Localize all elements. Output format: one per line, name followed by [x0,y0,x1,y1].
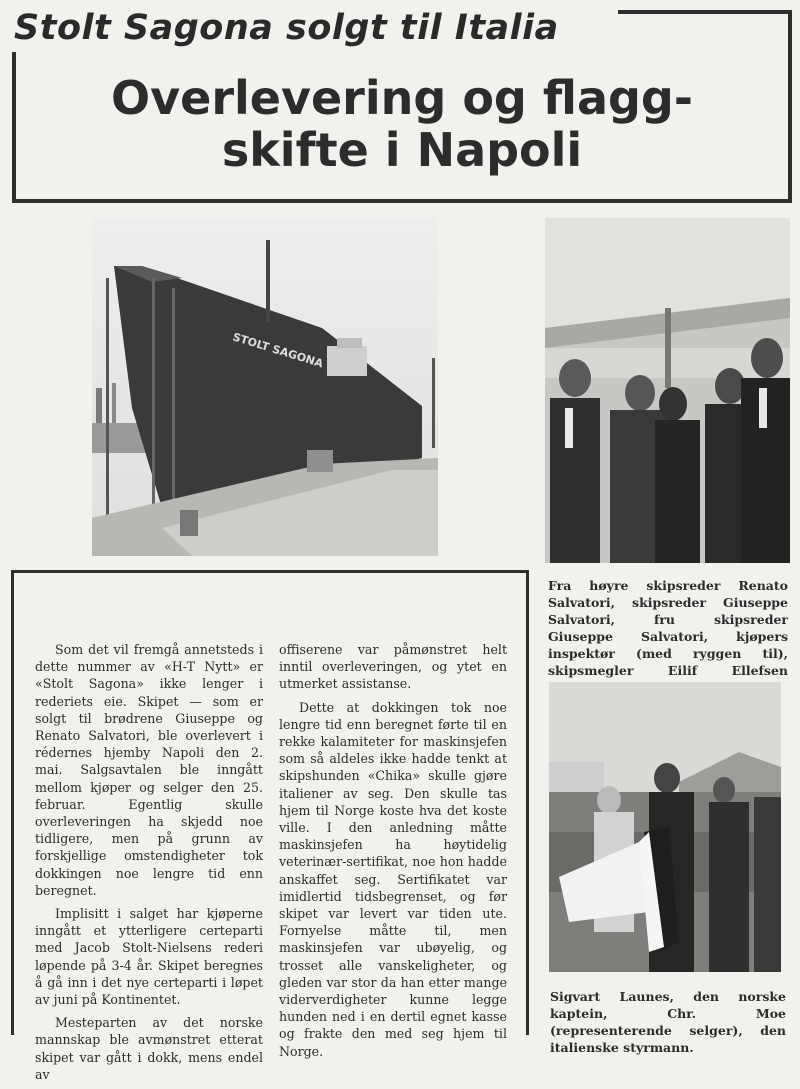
article-paragraph: Som det vil fremgå annetsteds i dette nummer av «H-T Nytt» er «Stolt Sagona» ikke lenger i rederiets eie. Skipet — som er solgt til brødrene Giuseppe og Renato Salvatori, ble overlevert i rédernes hjemby Napoli den 2. mai. Salgsavtalen ble inngått mellom kjøper og selger den 25. februar. Egentlig skulle overleveringen ha skjedd noe tidligere, men på grunn av forskjellige omstendigheter tok dokkingen noe lengre tid enn beregnet. [35,642,263,898]
headline-line-2: skifte i Napoli [221,123,583,177]
group-photo-caption: Fra høyre skipsreder Renato Salvatori, skipsreder Giuseppe Salvatori, fru skipsreder Giuseppe Salvatori, kjøpers inspektør (med ryggen til), skipsmegler Eilif Ellefsen [548,578,788,678]
ship-photo-image [92,218,438,556]
article-paragraph: Dette at dokkingen tok noe lengre tid enn beregnet førte til en rekke kalamiteter for maskinsjefen som så aldeles ikke hadde tenkt at skipshunden «Chika» skulle gjøre italiener av seg. Den skulle tas hjem til Norge koste hva det koste ville. I den anledning måtte maskinsjefen ha høytidelig veterinær-sertifikat, noe hon hadde anskaffet seg. Sertifikatet var imidlertid tidsbegrenset, og før skipet var levert var tiden ute. Fornyelse måtte til, men maskinsjefen var ubøyelig, og trosset alle vanskeligheter, og gleden var stor da han etter mange viderverdigheter kunne legge hunden ned i en dertil egnet kasse og frakte den med seg hjem til Norge. [279,699,507,1059]
article-column-2 [279,641,507,1066]
headline-frame [12,52,792,203]
article-paragraph: offiserene var påmønstret helt inntil overleveringen, og ytet en utmerket assistanse. [279,642,507,692]
flag-photo-caption: Sigvart Launes, den norske kaptein, Chr. Moe (representerende selger), den italienske styrmann. [550,989,786,1055]
group-photo [545,218,790,563]
headline [16,72,788,176]
flag-photo-image [549,682,781,972]
group-photo-image [545,218,790,563]
ship-photo [92,218,438,556]
kicker-title: Stolt Sagona solgt til Italia [14,8,559,48]
ship-hull-name: STOLT SAGONA [231,330,325,371]
flag-photo [549,682,781,972]
article-paragraph: Implisitt i salget har kjøperne inngått et ytterligere certeparti med Jacob Stolt-Nielsens rederi løpende på 3-4 år. Skipet beregnes å gå inn i det nye certeparti i løpet av juni på Kontinentet. [35,906,263,1008]
article-column-1 [35,641,263,1089]
headline-line-1: Overlevering og flagg- [111,71,693,125]
article-frame [11,570,529,1082]
article-paragraph: Mesteparten av det norske mannskap ble avmønstret etterat skipet var gått i dokk, mens endel av [35,1015,263,1082]
